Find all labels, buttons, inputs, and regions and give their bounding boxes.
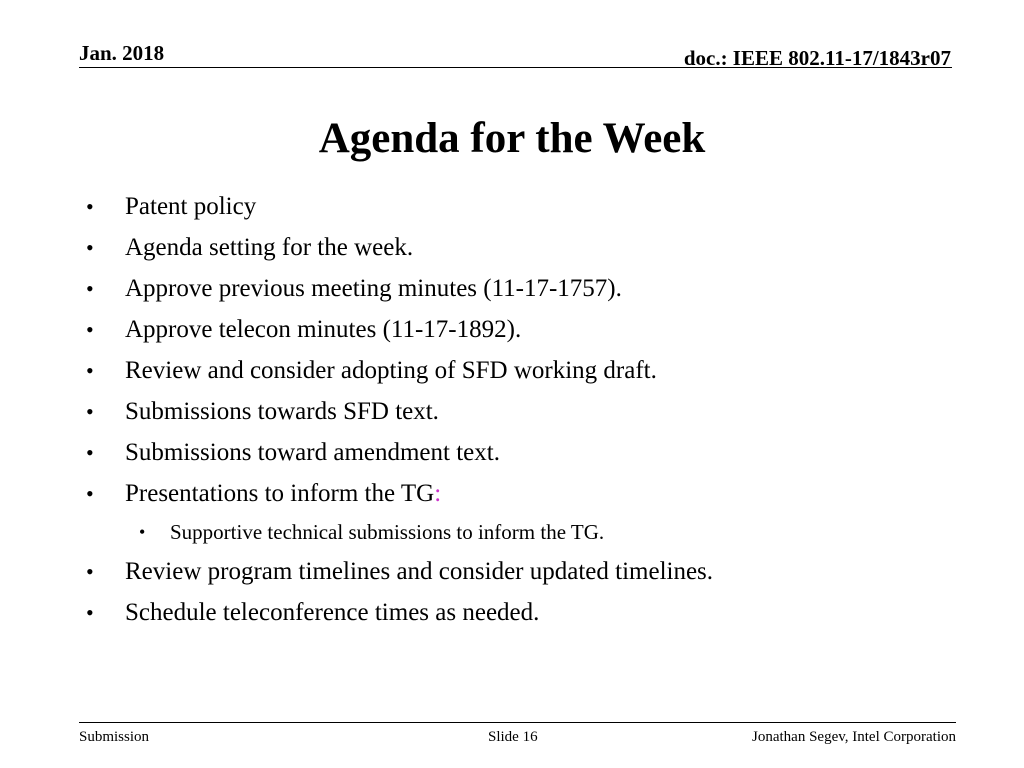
footer-author: Jonathan Segev, Intel Corporation [752, 729, 956, 745]
agenda-item [0, 350, 1024, 391]
bullet-icon: • [86, 559, 94, 584]
agenda-item-text: Agenda setting for the week. [125, 234, 414, 261]
agenda-item-colon: : [434, 480, 442, 507]
bullet-icon: • [139, 522, 146, 542]
agenda-item [0, 432, 1024, 473]
footer-submission: Submission [79, 729, 150, 745]
agenda-item [0, 391, 1024, 432]
agenda-item [0, 268, 1024, 309]
agenda-item-label: Presentations to inform the TG [125, 480, 435, 507]
agenda-item-text: Patent policy [125, 193, 257, 220]
footer-slide-number: Slide 16 [488, 729, 538, 745]
agenda-item-text: Review program timelines and consider updated timelines. [125, 558, 714, 585]
header-doc-id: doc.: IEEE 802.11-17/1843r07 [683, 46, 951, 70]
bullet-icon: • [86, 600, 94, 625]
agenda-item-text: Approve previous meeting minutes (11-17-1757). [125, 275, 622, 302]
agenda-item-text: Submissions towards SFD text. [125, 398, 439, 425]
slide-title: Agenda for the Week [318, 115, 706, 162]
agenda-list [0, 186, 1024, 633]
agenda-item [0, 551, 1024, 592]
agenda-item [0, 592, 1024, 633]
agenda-item-text: Schedule teleconference times as needed. [125, 599, 540, 626]
bullet-icon: • [86, 440, 94, 465]
footer-divider [79, 722, 956, 723]
bullet-icon: • [86, 481, 94, 506]
bullet-icon: • [86, 235, 94, 260]
bullet-icon: • [86, 317, 94, 342]
header-date: Jan. 2018 [79, 41, 165, 65]
agenda-subitem-text: Supportive technical submissions to inform the TG. [170, 520, 605, 544]
agenda-item-text: Approve telecon minutes (11-17-1892). [125, 316, 522, 343]
agenda-item-text: Submissions toward amendment text. [125, 439, 500, 466]
header-divider [79, 67, 952, 68]
bullet-icon: • [86, 399, 94, 424]
agenda-item-text [125, 473, 441, 514]
agenda-subitem [0, 514, 1024, 551]
agenda-item [0, 309, 1024, 350]
agenda-item-text: Review and consider adopting of SFD working draft. [125, 357, 657, 384]
agenda-item [0, 186, 1024, 227]
agenda-item [0, 227, 1024, 268]
bullet-icon: • [86, 276, 94, 301]
bullet-icon: • [86, 194, 94, 219]
agenda-item [0, 473, 1024, 514]
bullet-icon: • [86, 358, 94, 383]
